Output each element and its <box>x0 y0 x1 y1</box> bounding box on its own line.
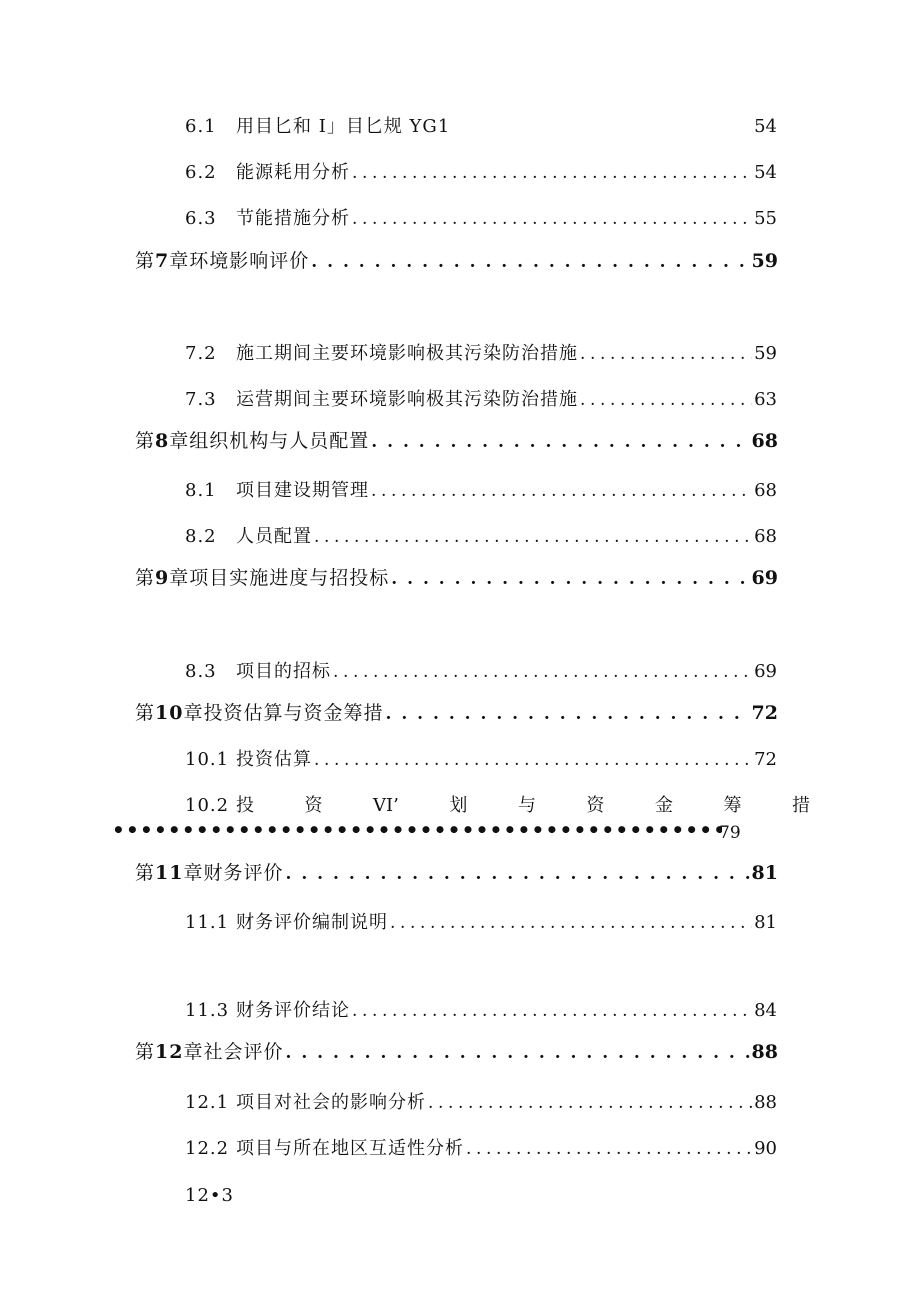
toc-entry-12-3 <box>185 1184 777 1208</box>
entry-page: 88 <box>754 1092 777 1113</box>
toc-chapter-10 <box>135 701 778 726</box>
entry-title-spread <box>236 794 810 818</box>
chapter-title: 第9章项目实施进度与招投标 <box>135 567 390 589</box>
entry-title: 投资估算 <box>236 749 312 770</box>
chapter-page: 72 <box>751 702 778 724</box>
entry-page: 54 <box>754 162 777 183</box>
entry-page: 81 <box>754 912 777 933</box>
entry-title: 财务评价编制说明 <box>236 912 388 933</box>
entry-title: 节能措施分析 <box>236 208 350 229</box>
dot-leader <box>285 862 749 886</box>
dot-leader <box>580 388 752 412</box>
dot-leader <box>371 479 752 503</box>
entry-page: 59 <box>754 343 777 364</box>
dot-leader <box>466 1137 752 1161</box>
dot-leader <box>314 748 752 772</box>
entry-page: 79 <box>719 823 741 843</box>
chapter-page: 88 <box>751 1041 778 1063</box>
toc-entry-10-2 <box>185 794 810 818</box>
entry-page: 54 <box>754 116 777 137</box>
toc-entry-8-2 <box>185 525 777 549</box>
entry-title: 项目的招标 <box>236 661 331 682</box>
entry-number: 12.2 <box>185 1138 230 1159</box>
entry-page: 63 <box>754 389 777 410</box>
chapter-page: 81 <box>751 862 778 884</box>
entry-number: 6.3 <box>185 208 217 229</box>
dot-leader <box>311 250 749 274</box>
chapter-page: 68 <box>751 430 778 452</box>
toc-chapter-11 <box>135 861 778 886</box>
chapter-title: 第11章财务评价 <box>135 862 284 884</box>
toc-entry-8-1 <box>185 479 777 503</box>
chapter-title: 第7章环境影响评价 <box>135 250 310 272</box>
chapter-page: 69 <box>751 567 778 589</box>
entry-title: 能源耗用分析 <box>236 162 350 183</box>
entry-number: 6.1 <box>185 116 217 137</box>
dot-leader <box>580 342 752 366</box>
dot-leader <box>390 911 752 935</box>
entry-number: 8.2 <box>185 526 217 547</box>
entry-title: 财务评价结论 <box>236 1000 350 1021</box>
entry-page: 55 <box>754 208 777 229</box>
toc-entry-6-2 <box>185 161 777 185</box>
title-char: 金 <box>654 795 673 816</box>
entry-number: 11.1 <box>185 912 230 933</box>
entry-title: 运营期间主要环境影响极其污染防治措施 <box>236 389 578 410</box>
dot-leader <box>314 525 752 549</box>
dot-leader <box>352 999 752 1023</box>
toc-entry-12-1 <box>185 1091 777 1115</box>
entry-number: 6.2 <box>185 162 217 183</box>
dot-leader <box>428 1091 752 1115</box>
toc-chapter-8 <box>135 429 778 454</box>
title-char: 资 <box>304 795 323 816</box>
entry-number: 8.1 <box>185 480 217 501</box>
toc-entry-10-1 <box>185 748 777 772</box>
dot-leader <box>385 702 749 726</box>
entry-number: 12.1 <box>185 1092 230 1113</box>
toc-entry-6-1 <box>185 115 777 139</box>
dot-leader <box>333 660 752 684</box>
title-char: 投 <box>236 795 254 816</box>
dot-leader <box>391 567 749 591</box>
entry-number: 12•3 <box>185 1185 234 1206</box>
entry-number: 10.1 <box>185 749 230 770</box>
entry-title: 项目与所在地区互适性分析 <box>236 1138 464 1159</box>
title-char: 措 <box>791 795 810 816</box>
toc-entry-8-3 <box>185 660 777 684</box>
toc-entry-7-2 <box>185 342 777 366</box>
toc-entry-12-2 <box>185 1137 777 1161</box>
entry-title: 项目对社会的影响分析 <box>236 1092 426 1113</box>
entry-page: 72 <box>754 749 777 770</box>
entry-page: 68 <box>754 480 777 501</box>
chapter-page: 59 <box>751 250 778 272</box>
toc-entry-11-1 <box>185 911 777 935</box>
toc-chapter-9 <box>135 566 778 591</box>
dot-leader <box>352 161 752 185</box>
toc-chapter-7 <box>135 249 778 274</box>
entry-page: 68 <box>754 526 777 547</box>
toc-entry-6-3 <box>185 207 777 231</box>
entry-title: 项目建设期管理 <box>236 480 369 501</box>
dot-leader <box>285 1041 749 1065</box>
chapter-title: 第12章社会评价 <box>135 1041 284 1063</box>
title-char: VI’ <box>373 795 399 816</box>
entry-number: 11.3 <box>185 1000 230 1021</box>
chapter-title: 第8章组织机构与人员配置 <box>135 430 370 452</box>
dot-leader <box>371 430 749 454</box>
entry-number: 10.2 <box>185 795 230 816</box>
chapter-title: 第10章投资估算与资金筹措 <box>135 702 384 724</box>
entry-page: 69 <box>754 661 777 682</box>
title-char: 资 <box>586 795 605 816</box>
toc-entry-11-3 <box>185 999 777 1023</box>
toc-chapter-12 <box>135 1040 778 1065</box>
toc-entry-7-3 <box>185 388 777 412</box>
title-char: 与 <box>517 795 536 816</box>
entry-number: 7.3 <box>185 389 217 410</box>
entry-title: 施工期间主要环境影响极其污染防治措施 <box>236 343 578 364</box>
entry-number: 8.3 <box>185 661 217 682</box>
entry-page: 84 <box>754 1000 777 1021</box>
entry-number: 7.2 <box>185 343 217 364</box>
title-char: 划 <box>449 795 468 816</box>
entry-title: 人员配置 <box>236 526 312 547</box>
title-char: 筹 <box>723 795 742 816</box>
dot-leader <box>352 207 752 231</box>
entry-title: 用目匕和 I」目匕规 YG1 <box>236 116 451 137</box>
dot-leader-bold <box>112 818 722 842</box>
entry-page: 90 <box>754 1138 777 1159</box>
